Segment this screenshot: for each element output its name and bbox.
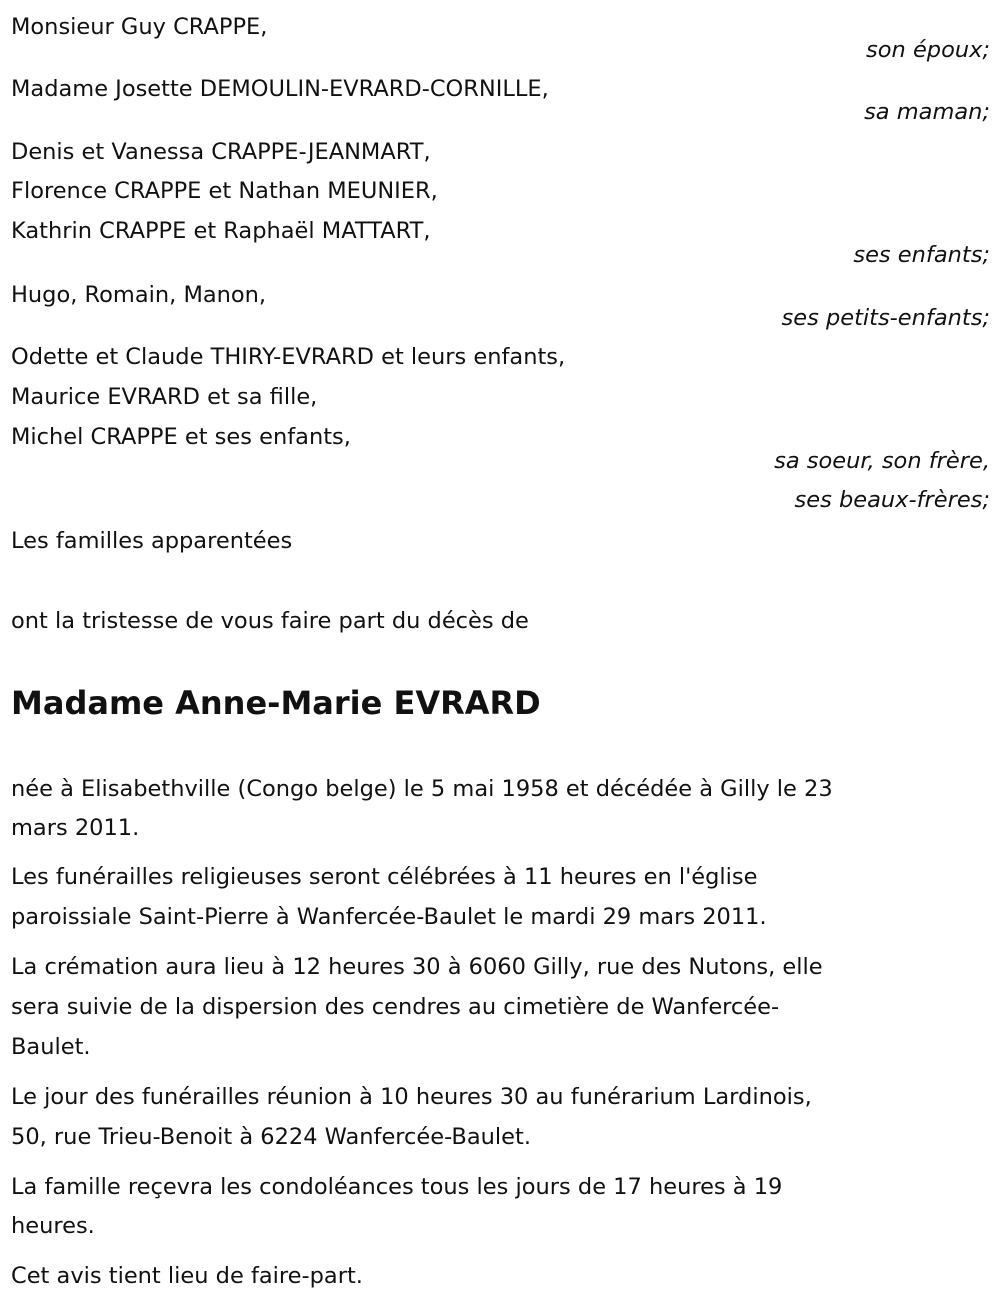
- paragraph-line: Les funérailles religieuses seront célébrées à 11 heures en l'église: [11, 864, 758, 890]
- relation-label: ses enfants;: [853, 242, 990, 268]
- family-name-line: Hugo, Romain, Manon,: [11, 282, 267, 308]
- family-name-line: Maurice EVRARD et sa fille,: [11, 384, 318, 410]
- deceased-name: Madame Anne-Marie EVRARD: [11, 684, 541, 722]
- relation-label: ses petits-enfants;: [781, 305, 990, 331]
- relation-label: ses beaux-frères;: [794, 487, 990, 513]
- families-line: Les familles apparentées: [11, 528, 293, 554]
- family-name-line: Denis et Vanessa CRAPPE-JEANMART,: [11, 139, 431, 165]
- family-name-line: Michel CRAPPE et ses enfants,: [11, 424, 351, 450]
- family-name-line: Odette et Claude THIRY-EVRARD et leurs enfants,: [11, 344, 566, 370]
- intro-line: ont la tristesse de vous faire part du décès de: [11, 608, 529, 634]
- paragraph-line: La crémation aura lieu à 12 heures 30 à 6060 Gilly, rue des Nutons, elle: [11, 954, 823, 980]
- family-name-line: Kathrin CRAPPE et Raphaël MATTART,: [11, 218, 431, 244]
- family-name-line: Madame Josette DEMOULIN-EVRARD-CORNILLE,: [11, 76, 549, 102]
- paragraph-line: heures.: [11, 1213, 95, 1239]
- paragraph-line: Cet avis tient lieu de faire-part.: [11, 1263, 363, 1289]
- paragraph-line: Le jour des funérailles réunion à 10 heures 30 au funérarium Lardinois,: [11, 1084, 812, 1110]
- paragraph-line: sera suivie de la dispersion des cendres au cimetière de Wanfercée-: [11, 994, 780, 1020]
- relation-label: sa soeur, son frère,: [774, 448, 990, 474]
- family-name-line: Florence CRAPPE et Nathan MEUNIER,: [11, 178, 438, 204]
- relation-label: sa maman;: [864, 99, 990, 125]
- paragraph-line: Baulet.: [11, 1034, 91, 1060]
- paragraph-line: 50, rue Trieu-Benoit à 6224 Wanfercée-Baulet.: [11, 1124, 531, 1150]
- relation-label: son époux;: [866, 37, 990, 63]
- paragraph-line: née à Elisabethville (Congo belge) le 5 mai 1958 et décédée à Gilly le 23: [11, 776, 833, 802]
- paragraph-line: La famille reçevra les condoléances tous les jours de 17 heures à 19: [11, 1174, 783, 1200]
- paragraph-line: paroissiale Saint-Pierre à Wanfercée-Baulet le mardi 29 mars 2011.: [11, 904, 767, 930]
- family-name-line: Monsieur Guy CRAPPE,: [11, 14, 268, 40]
- paragraph-line: mars 2011.: [11, 815, 140, 841]
